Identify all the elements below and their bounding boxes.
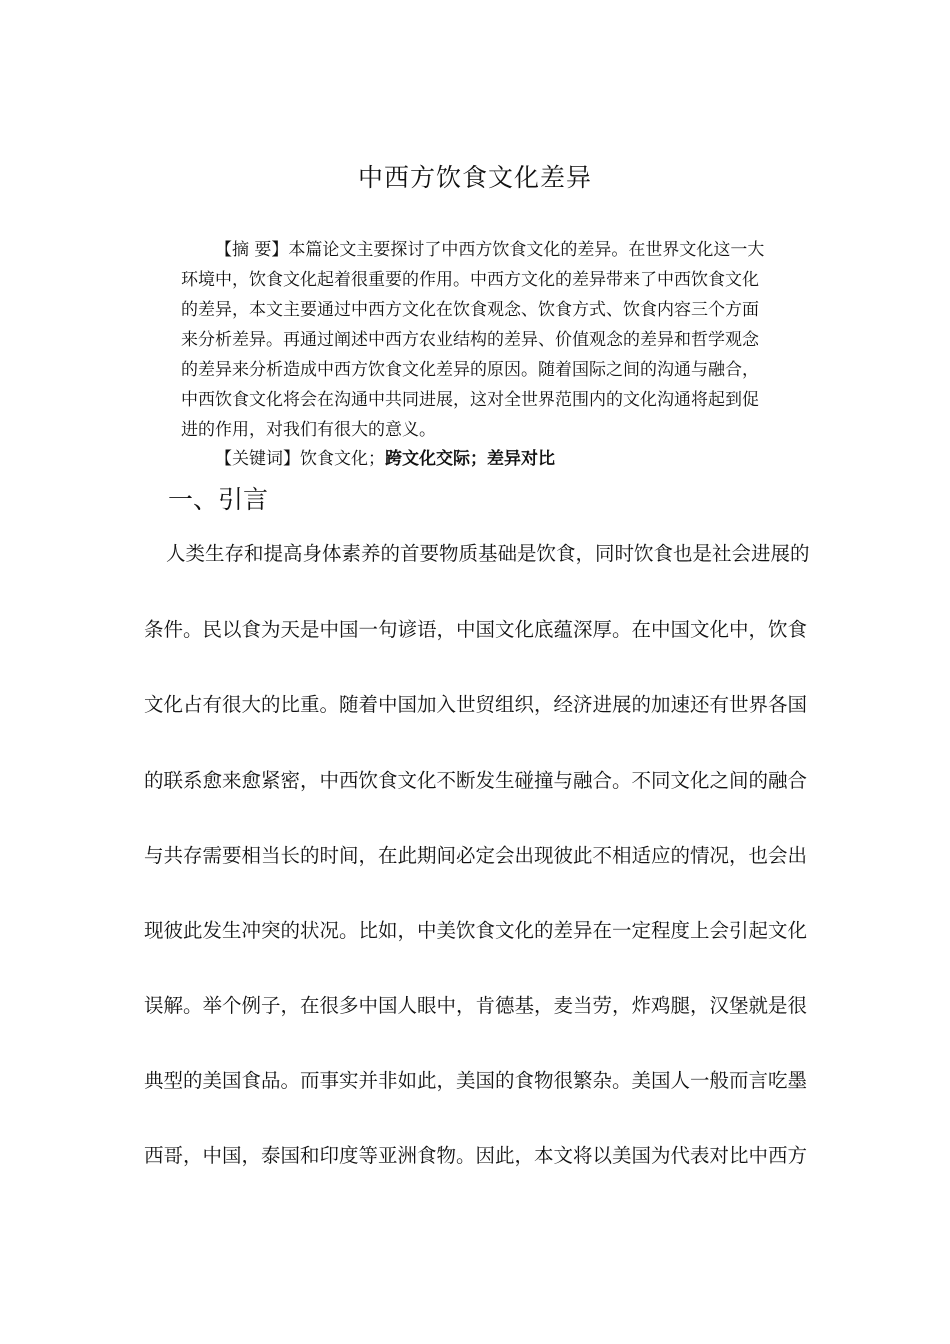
- section-heading-introduction: 一、引言: [168, 485, 269, 514]
- abstract-line: 的差异来分析造成中西方饮食文化差异的原因。随着国际之间的沟通与融合，: [181, 360, 759, 380]
- abstract-line: 的差异，本文主要通过中西方文化在饮食观念、饮食方式、饮食内容三个方面: [181, 300, 759, 320]
- body-line: 西哥，中国，泰国和印度等亚洲食物。因此，本文将以美国为代表对比中西方: [144, 1144, 808, 1167]
- body-line: 典型的美国食品。而事实并非如此，美国的食物很繁杂。美国人一般而言吃墨: [144, 1069, 808, 1092]
- keywords-bold-terms: 跨文化交际；差异对比: [385, 449, 555, 469]
- body-line: 人类生存和提高身体素养的首要物质基础是饮食，同时饮食也是社会进展的: [166, 542, 810, 565]
- abstract-line: 来分析差异。再通过阐述中西方农业结构的差异、价值观念的差异和哲学观念: [181, 330, 759, 350]
- document-title: 中西方饮食文化差异: [357, 163, 592, 192]
- body-line: 的联系愈来愈紧密，中西饮食文化不断发生碰撞与融合。不同文化之间的融合: [144, 769, 808, 792]
- body-line: 误解。举个例子，在很多中国人眼中，肯德基，麦当劳，炸鸡腿，汉堡就是很: [144, 994, 808, 1017]
- body-line: 与共存需要相当长的时间，在此期间必定会出现彼此不相适应的情况，也会出: [144, 844, 808, 867]
- keywords-line: [215, 444, 555, 474]
- abstract-block: [181, 235, 781, 445]
- abstract-line: 中西饮食文化将会在沟通中共同进展，这对全世界范围内的文化沟通将起到促: [181, 390, 759, 410]
- keywords-label: 【关键词】饮食文化；: [215, 449, 385, 469]
- body-line: 条件。民以食为天是中国一句谚语，中国文化底蕴深厚。在中国文化中，饮食: [144, 618, 808, 641]
- abstract-line: 【摘 要】本篇论文主要探讨了中西方饮食文化的差异。在世界文化这一大: [215, 240, 765, 260]
- body-line: 文化占有很大的比重。随着中国加入世贸组织，经济进展的加速还有世界各国: [144, 693, 808, 716]
- abstract-line: 进的作用，对我们有很大的意义。: [181, 420, 436, 440]
- body-line: 现彼此发生冲突的状况。比如，中美饮食文化的差异在一定程度上会引起文化: [144, 919, 808, 942]
- abstract-line: 环境中，饮食文化起着很重要的作用。中西方文化的差异带来了中西饮食文化: [181, 270, 759, 290]
